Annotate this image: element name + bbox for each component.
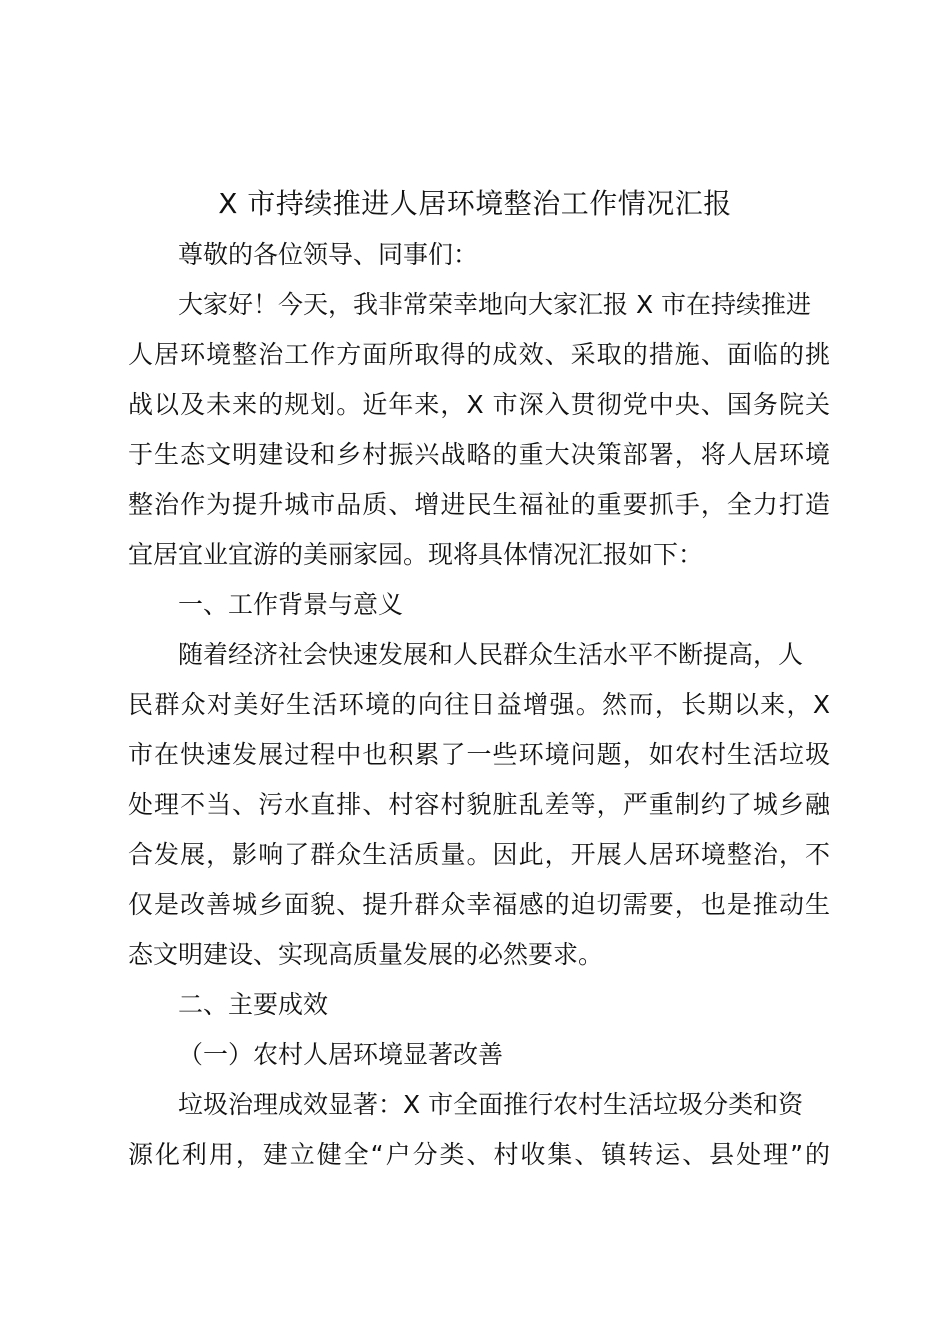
paragraph-line: 大家好！今天，我非常荣幸地向大家汇报 X 市在持续推进: [178, 290, 812, 319]
section-heading-2: 二、主要成效: [178, 990, 329, 1019]
paragraph-line: 源化利用，建立健全“户分类、村收集、镇转运、县处理”的: [128, 1140, 830, 1169]
paragraph-line: 民群众对美好生活环境的向往日益增强。然而，长期以来，X: [128, 690, 830, 719]
paragraph-line: 随着经济社会快速发展和人民群众生活水平不断提高，人: [178, 640, 804, 669]
salutation: 尊敬的各位领导、同事们：: [178, 240, 479, 269]
paragraph-line: 态文明建设、实现高质量发展的必然要求。: [128, 940, 604, 969]
paragraph-line: 战以及未来的规划。近年来，X 市深入贯彻党中央、国务院关: [128, 390, 830, 419]
paragraph-line: 市在快速发展过程中也积累了一些环境问题，如农村生活垃圾: [128, 740, 830, 769]
paragraph-line: 宜居宜业宜游的美丽家园。现将具体情况汇报如下：: [128, 540, 704, 569]
paragraph-line: 处理不当、污水直排、村容村貌脏乱差等，严重制约了城乡融: [128, 790, 830, 819]
section-heading-1: 一、工作背景与意义: [178, 590, 404, 619]
document-title: X 市持续推进人居环境整治工作情况汇报: [218, 187, 732, 220]
paragraph-line: 仅是改善城乡面貌、提升群众幸福感的迫切需要，也是推动生: [128, 890, 830, 919]
subsection-heading: （一）农村人居环境显著改善: [178, 1040, 504, 1069]
paragraph-line: 合发展，影响了群众生活质量。因此，开展人居环境整治，不: [128, 840, 830, 869]
paragraph-line: 垃圾治理成效显著：X 市全面推行农村生活垃圾分类和资: [178, 1090, 804, 1119]
paragraph-line: 人居环境整治工作方面所取得的成效、采取的措施、面临的挑: [128, 340, 830, 369]
paragraph-line: 于生态文明建设和乡村振兴战略的重大决策部署，将人居环境: [128, 440, 830, 469]
paragraph-line: 整治作为提升城市品质、增进民生福祉的重要抓手，全力打造: [128, 490, 830, 519]
